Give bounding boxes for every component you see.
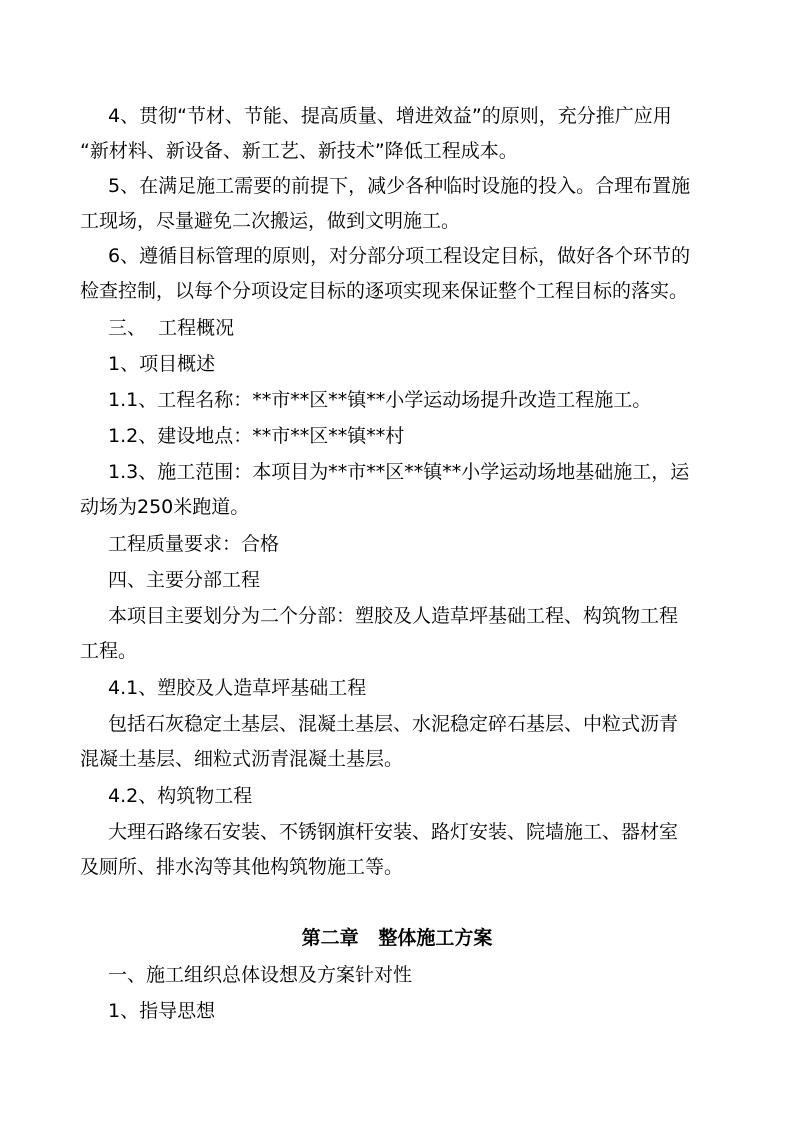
text-line: 动场为250米跑道。 <box>80 496 250 518</box>
subsection-heading-1 <box>0 347 794 382</box>
subsection-title: 4.1、塑胶及人造草坪基础工程 <box>108 677 367 699</box>
text-line: 4、贯彻“节材、节能、提高质量、增进效益”的原则，充分推广应用 <box>108 105 672 127</box>
paragraph-item-4 <box>0 99 794 169</box>
section-title: 一、施工组织总体设想及方案针对性 <box>108 964 413 986</box>
subsection-title: 1、指导思想 <box>108 1000 216 1022</box>
section-heading-4 <box>0 563 794 598</box>
paragraph-item-5 <box>0 169 794 239</box>
text-line: 混凝土基层、细粒式沥青混凝土基层。 <box>80 748 404 770</box>
text-line: 本项目主要划分为二个分部：塑胶及人造草坪基础工程、构筑物工程 <box>108 605 679 627</box>
text-line: 工程质量要求：合格 <box>108 533 280 555</box>
text-line: 及厕所、排水沟等其他构筑物施工等。 <box>80 856 404 878</box>
paragraph-4-2-body <box>0 815 794 885</box>
text-line: 1.2、建设地点：**市**区**镇**村 <box>108 425 405 447</box>
text-line: 工现场，尽量避免二次搬运，做到文明施工。 <box>80 210 461 232</box>
paragraph-item-6 <box>0 239 794 309</box>
subsection-heading-4-2 <box>0 779 794 814</box>
text-line: 工程。 <box>80 640 138 662</box>
text-line: 5、在满足施工需要的前提下，减少各种临时设施的投入。合理布置施 <box>108 175 691 197</box>
section-heading-1 <box>0 958 794 993</box>
section-title: 三、 工程概况 <box>108 317 235 339</box>
subsection-title: 1、项目概述 <box>108 353 216 375</box>
paragraph-quality <box>0 527 794 562</box>
section-heading-3 <box>0 311 794 346</box>
subsection-heading-guiding <box>0 994 794 1029</box>
chapter-title: 第二章 整体施工方案 <box>301 927 493 949</box>
subsection-title: 4.2、构筑物工程 <box>108 785 253 807</box>
chapter-heading <box>0 921 794 956</box>
paragraph-4-1-body <box>0 707 794 777</box>
section-title: 四、主要分部工程 <box>108 569 261 591</box>
text-line: 1.3、施工范围：本项目为**市**区**镇**小学运动场地基础施工，运 <box>108 461 690 483</box>
paragraph-division <box>0 599 794 669</box>
text-line: 1.1、工程名称：**市**区**镇**小学运动场提升改造工程施工。 <box>108 389 652 411</box>
text-line: “新材料、新设备、新工艺、新技术”降低工程成本。 <box>80 140 518 162</box>
paragraph-1-1 <box>0 383 794 418</box>
text-line: 包括石灰稳定土基层、混凝土基层、水泥稳定碎石基层、中粒式沥青 <box>108 713 679 735</box>
paragraph-1-3 <box>0 455 794 525</box>
subsection-heading-4-1 <box>0 671 794 706</box>
text-line: 6、遵循目标管理的原则，对分部分项工程设定目标，做好各个环节的 <box>108 245 691 267</box>
paragraph-1-2 <box>0 419 794 454</box>
text-line: 大理石路缘石安装、不锈钢旗杆安装、路灯安装、院墙施工、器材室 <box>108 821 679 843</box>
text-line: 检查控制，以每个分项设定目标的逐项实现来保证整个工程目标的落实。 <box>80 280 689 302</box>
